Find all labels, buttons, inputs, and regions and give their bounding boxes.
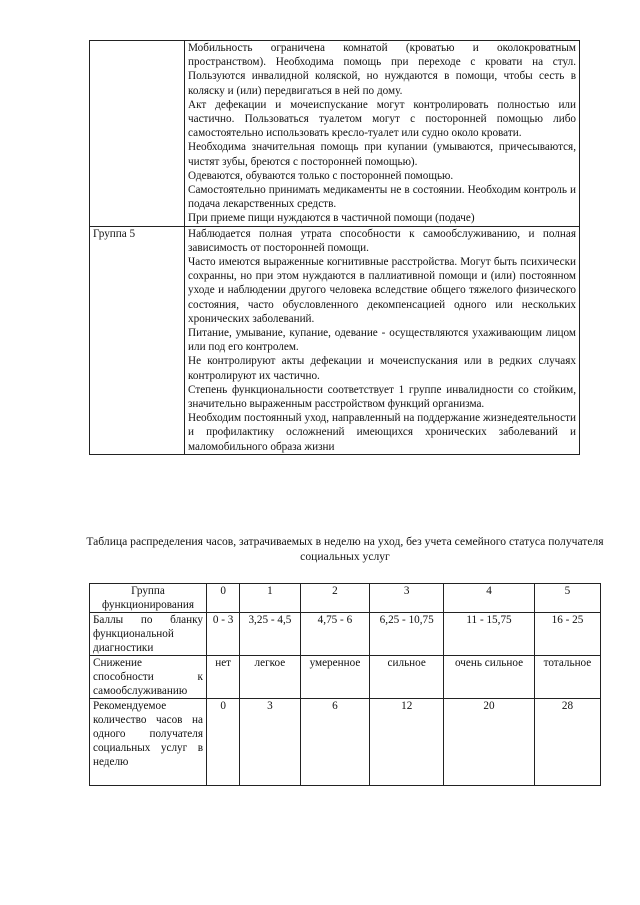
group-5-detail: Не контролируют акты дефекации и мочеиспускания или в редких случаях контролируют их частично. [188, 355, 576, 382]
scores-row [90, 613, 601, 656]
hours-value: 28 [534, 699, 600, 786]
score-range: 4,75 - 6 [300, 613, 370, 656]
group-4-detail: Акт дефекации и мочеиспускание могут контролировать полностью или частично. Пользоваться туалетом могут с посторонней помощью либо самостоятельно использовать кресло-туалет или судно около кровати. [188, 98, 576, 140]
group-4-detail: Самостоятельно принимать медикаменты не в состоянии. Необходим контроль и подача лекарственных средств. [188, 184, 576, 211]
table-caption: Таблица распределения часов, затрачиваемых в неделю на уход, без учета семейного статуса получателя социальных услуг [86, 535, 604, 563]
scores-label: Баллы по бланку функциональной диагностики [90, 613, 207, 656]
reduction-level: умеренное [300, 656, 370, 699]
group-5-row [90, 226, 580, 454]
group-4-detail: Необходима значительная помощь при купании (умываются, причесываются, чистят зубы, бреются с посторонней помощью). [188, 141, 576, 168]
hours-label: Рекомендуемое количество часов на одного получателя социальных услуг в неделю [90, 699, 207, 786]
group-number: 5 [534, 584, 600, 613]
group-header-label: Группа функционирования [90, 584, 207, 613]
reduction-label: Снижение способности к самообслуживанию [90, 656, 207, 699]
hours-value: 0 [207, 699, 240, 786]
group-5-detail: Часто имеются выраженные когнитивные расстройства. Могут быть психически сохранны, но при этом нуждаются в паллиативной помощи и (или) постоянном уходе и наблюдении другого человека вследствие общего тяжелого физического состояния, часто обусловленного декомпенсацией одного или нескольких хронических заболеваний. [188, 256, 576, 325]
hours-value: 6 [300, 699, 370, 786]
group-5-label: Группа 5 [90, 226, 185, 454]
group-number: 1 [240, 584, 300, 613]
reduction-level: нет [207, 656, 240, 699]
group-4-detail: При приеме пищи нуждаются в частичной помощи (подаче) [188, 212, 475, 225]
reduction-row [90, 656, 601, 699]
hours-value: 12 [370, 699, 444, 786]
score-range: 3,25 - 4,5 [240, 613, 300, 656]
reduction-level: сильное [370, 656, 444, 699]
reduction-level: очень сильное [444, 656, 535, 699]
hours-table [89, 583, 601, 786]
group-4-detail: Одеваются, обуваются только с посторонней помощью. [188, 169, 454, 182]
group-number: 4 [444, 584, 535, 613]
group-5-detail: Степень функциональности соответствует 1 группе инвалидности со стойким, значительно выраженным расстройством функций организма. [188, 383, 576, 411]
hours-value: 3 [240, 699, 300, 786]
group-5-detail: Необходим постоянный уход, направленный на поддержание жизнедеятельности и профилактику осложнений имеющихся хронических заболеваний и маломобильного образа жизни [188, 412, 576, 453]
group-4-detail: Мобильность ограничена комнатой (кроватью и околокроватным пространством). Необходима помощь при переходе с кровати на стул. Пользуются инвалидной коляской, но нуждаются в помощи, чтобы сесть в коляску и (или) передвигаться в ней по дому. [188, 42, 576, 97]
group-5-details-cell [185, 226, 580, 454]
group-number: 2 [300, 584, 370, 613]
functional-groups-table [89, 40, 580, 455]
hours-table-header-row [90, 584, 601, 613]
score-range: 16 - 25 [534, 613, 600, 656]
score-range: 6,25 - 10,75 [370, 613, 444, 656]
hours-row [90, 699, 601, 786]
group-4-row [90, 41, 580, 227]
score-range: 11 - 15,75 [444, 613, 535, 656]
reduction-level: тотальное [534, 656, 600, 699]
group-number: 3 [370, 584, 444, 613]
hours-value: 20 [444, 699, 535, 786]
group-5-detail: Наблюдается полная утрата способности к самообслуживанию, и полная зависимость от посторонней помощи. [188, 227, 576, 254]
group-4-details-cell [185, 41, 580, 227]
group-number: 0 [207, 584, 240, 613]
score-range: 0 - 3 [207, 613, 240, 656]
reduction-level: легкое [240, 656, 300, 699]
group-4-label-cell [90, 41, 185, 227]
group-5-detail: Питание, умывание, купание, одевание - осуществляются ухаживающим лицом или под его контролем. [188, 327, 576, 354]
